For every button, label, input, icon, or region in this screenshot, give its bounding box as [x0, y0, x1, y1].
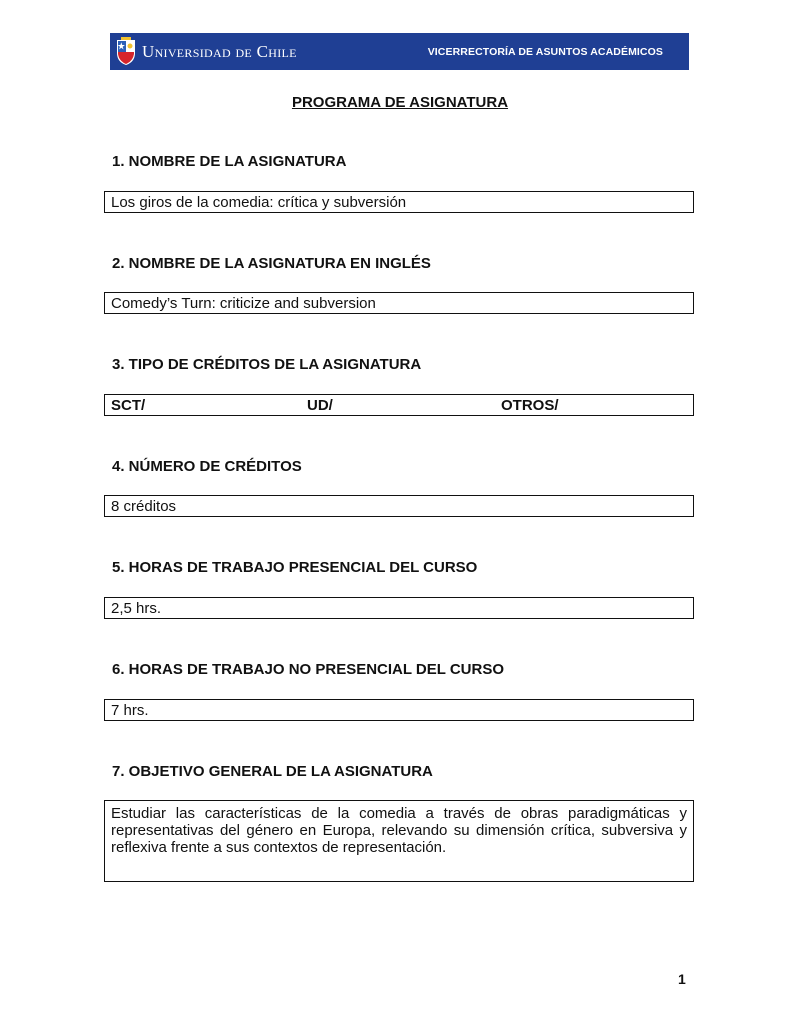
remote-hours-box: [104, 699, 694, 721]
section-heading-5: 5. HORAS DE TRABAJO PRESENCIAL DEL CURSO: [112, 559, 478, 576]
credit-type-otros: OTROS/: [501, 397, 559, 414]
section-heading-4: 4. NÚMERO DE CRÉDITOS: [112, 458, 302, 475]
credit-count-box: [104, 495, 694, 517]
section-heading-6: 6. HORAS DE TRABAJO NO PRESENCIAL DEL CURSO: [112, 661, 504, 678]
course-name-english-value: Comedy’s Turn: criticize and subversion: [111, 295, 376, 312]
header-banner: [110, 33, 689, 70]
credit-count-value: 8 créditos: [111, 498, 177, 515]
document-title: PROGRAMA DE ASIGNATURA: [291, 94, 509, 111]
course-name-value: Los giros de la comedia: crítica y subversión: [111, 194, 407, 211]
remote-hours-value: 7 hrs.: [111, 702, 149, 719]
in-person-hours-value: 2,5 hrs.: [111, 600, 162, 617]
section-heading-3: 3. TIPO DE CRÉDITOS DE LA ASIGNATURA: [112, 356, 422, 373]
credit-types-box: [104, 394, 694, 416]
credit-type-sct: SCT/: [111, 397, 146, 414]
course-name-english-box: [104, 292, 694, 314]
section-heading-1: 1. NOMBRE DE LA ASIGNATURA: [112, 153, 347, 170]
vice-rectorate-label: VICERRECTORÍA DE ASUNTOS ACADÉMICOS: [427, 46, 663, 58]
university-crest-icon: [115, 37, 137, 66]
university-name: Universidad de Chile: [142, 42, 297, 61]
section-heading-2: 2. NOMBRE DE LA ASIGNATURA EN INGLÉS: [112, 255, 431, 272]
page-number: 1: [678, 971, 686, 987]
section-heading-7: 7. OBJETIVO GENERAL DE LA ASIGNATURA: [112, 763, 433, 780]
credit-type-ud: UD/: [307, 397, 333, 414]
general-objective-box: [104, 800, 694, 882]
general-objective-value: Estudiar las características de la comedia a través de obras paradigmáticas y representativas del género en Europa, relevando su dimensión crítica, subversiva y reflexiva frente a sus contextos de representación.: [111, 805, 687, 856]
course-name-box: [104, 191, 694, 213]
in-person-hours-box: [104, 597, 694, 619]
